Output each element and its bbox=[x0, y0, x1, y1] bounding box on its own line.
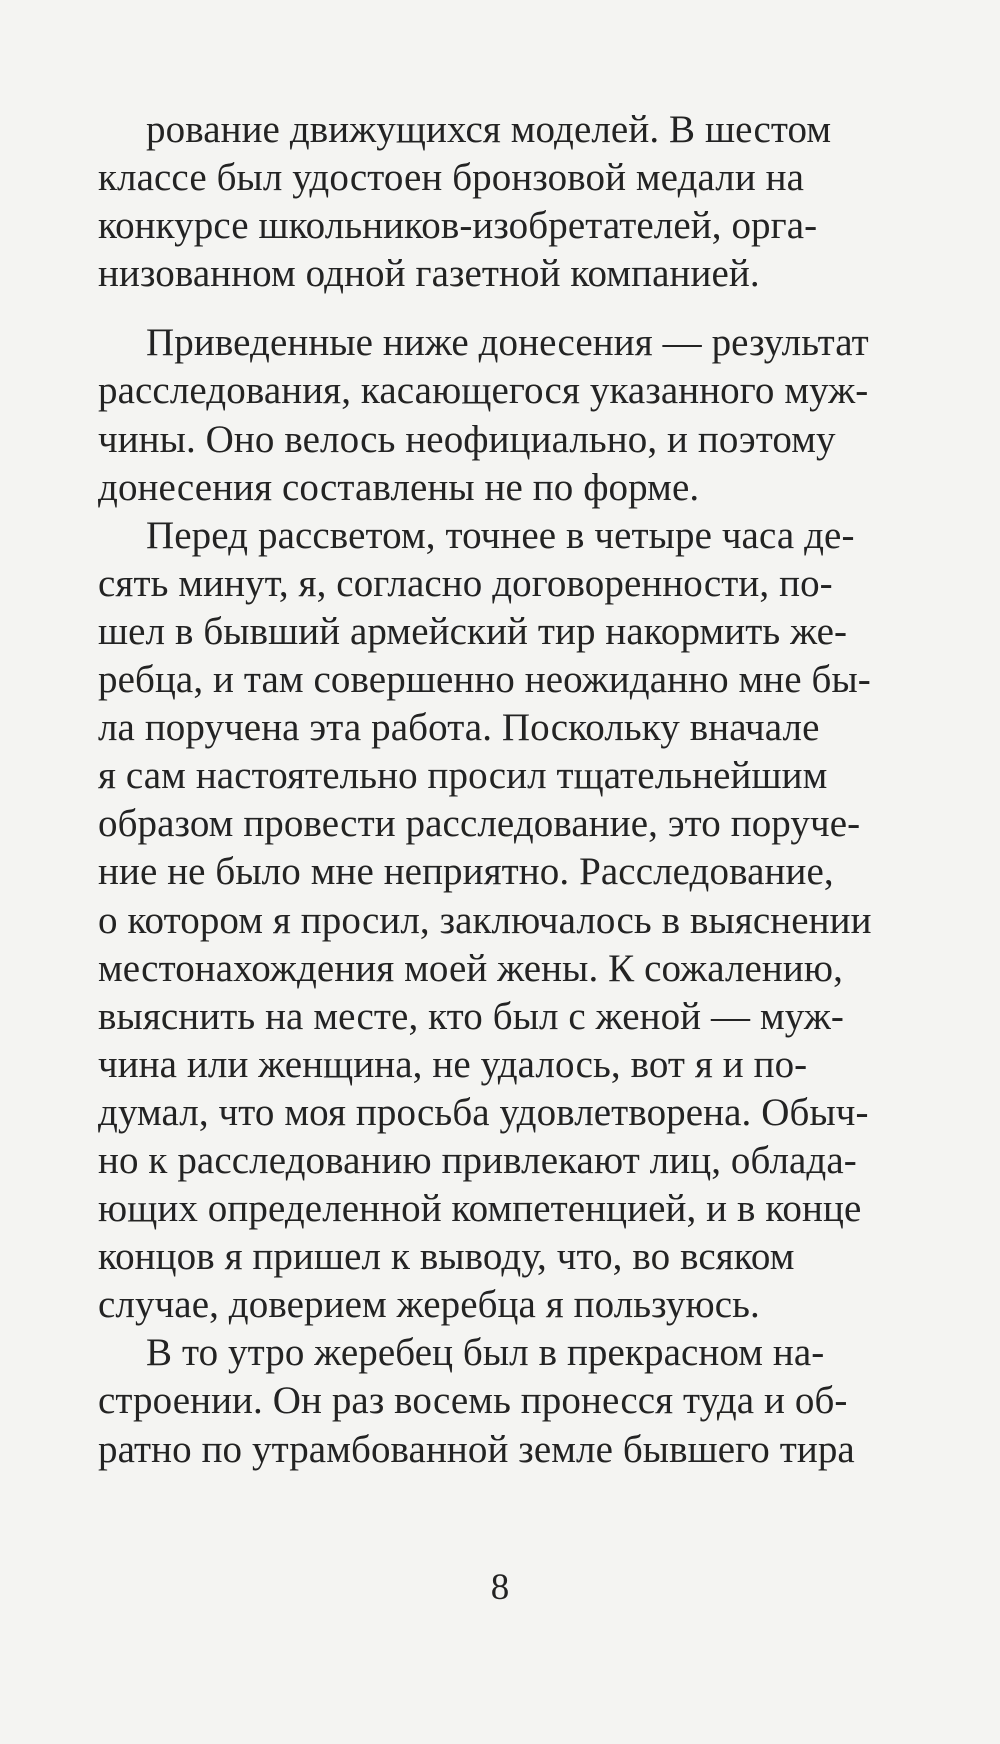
text-line: образом провести расследование, это поруче- bbox=[98, 802, 861, 846]
section-gap bbox=[98, 298, 940, 319]
text-line: концов я пришел к выводу, что, во всяком bbox=[98, 1235, 795, 1279]
paragraph-4 bbox=[98, 1329, 940, 1473]
text-line: Приведенные ниже донесения — результат bbox=[146, 321, 869, 365]
text-line: ребца, и там совершенно неожиданно мне бы- bbox=[98, 658, 871, 702]
text-line: но к расследованию привлекают лиц, облада- bbox=[98, 1138, 857, 1182]
text-line: выяснить на месте, кто был с женой — муж- bbox=[98, 994, 844, 1038]
text-line: думал, что моя просьба удовлетворена. Обыч- bbox=[98, 1090, 869, 1134]
text-line: местонахождения моей жены. К сожалению, bbox=[98, 946, 843, 990]
text-line: строении. Он раз восемь пронесся туда и об- bbox=[98, 1379, 848, 1423]
paragraph-3 bbox=[98, 512, 940, 1330]
text-line: я сам настоятельно просил тщательнейшим bbox=[98, 754, 828, 798]
text-line: конкурсе школьников-изобретателей, орга- bbox=[98, 204, 818, 248]
text-line: В то утро жеребец был в прекрасном на- bbox=[146, 1331, 825, 1375]
paragraph-1 bbox=[98, 106, 940, 298]
paragraph-2 bbox=[98, 319, 940, 511]
text-line: рование движущихся моделей. В шестом bbox=[146, 108, 832, 151]
text-line: низованном одной газетной компанией. bbox=[98, 252, 760, 296]
text-line: классе был удостоен бронзовой медали на bbox=[98, 156, 805, 200]
text-line: о котором я просил, заключалось в выяснении bbox=[98, 898, 872, 942]
text-line: чины. Оно велось неофициально, и поэтому bbox=[98, 417, 836, 461]
text-line: ние не было мне неприятно. Расследование, bbox=[98, 850, 834, 894]
text-line: донесения составлены не по форме. bbox=[98, 465, 700, 509]
text-line: шел в бывший армейский тир накормить же- bbox=[98, 609, 848, 653]
text-line: сять минут, я, согласно договоренности, по- bbox=[98, 561, 833, 605]
page-number: 8 bbox=[490, 1567, 510, 1608]
body-text bbox=[98, 106, 940, 1474]
text-line: ющих определенной компетенцией, и в конце bbox=[98, 1187, 862, 1231]
text-line: ла поручена эта работа. Поскольку вначале bbox=[98, 706, 820, 750]
text-line: чина или женщина, не удалось, вот я и по- bbox=[98, 1042, 808, 1086]
text-line: расследования, касающегося указанного муж- bbox=[98, 369, 869, 413]
text-line: ратно по утрамбованной земле бывшего тира bbox=[98, 1427, 855, 1471]
text-line: Перед рассветом, точнее в четыре часа де- bbox=[146, 513, 855, 557]
text-line: случае, доверием жеребца я пользуюсь. bbox=[98, 1283, 760, 1327]
